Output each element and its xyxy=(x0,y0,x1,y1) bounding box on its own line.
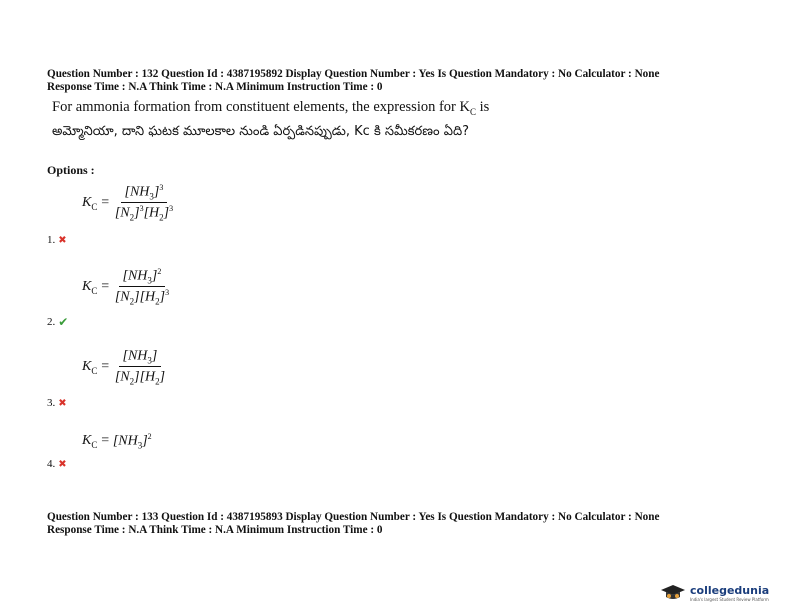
option-4-formula xyxy=(82,432,152,450)
option-number: 2. xyxy=(47,316,56,328)
fraction xyxy=(113,267,171,307)
option-4[interactable] xyxy=(47,458,67,470)
q133-meta-line1: Question Number : 133 Question Id : 4387195893 Display Question Number : Yes Is Question Mandatory : No Calculator : None xyxy=(47,511,660,523)
option-2[interactable] xyxy=(47,315,68,329)
equals-sign: = xyxy=(100,194,110,210)
denominator: $[N_2][H_2]$ xyxy=(114,370,166,387)
fraction xyxy=(113,347,167,387)
cross-icon: ✖ xyxy=(58,397,67,409)
option-1[interactable] xyxy=(47,234,67,246)
logo-name: collegedunia xyxy=(690,584,770,597)
q132-meta-line2: Response Time : N.A Think Time : N.A Minimum Instruction Time : 0 xyxy=(47,81,383,93)
question-text-sub: C xyxy=(470,106,477,117)
q133-meta-line2: Response Time : N.A Think Time : N.A Minimum Instruction Time : 0 xyxy=(47,524,383,536)
collegedunia-logo[interactable] xyxy=(660,584,769,602)
question-text-english xyxy=(52,99,489,117)
kc-symbol: $K_C$ xyxy=(82,358,98,376)
equals-sign: = xyxy=(100,358,110,374)
equals-sign: = xyxy=(100,433,110,449)
denominator: $[N_2]^3[H_2]^3$ xyxy=(114,204,174,223)
question-text-telugu: అమ్మోనియా, దాని ఘటక మూలకాల నుండి ఏర్పడినప్పుడు, Kc కి సమీకరణం ఏది? xyxy=(52,124,470,139)
option-2-formula xyxy=(82,267,171,307)
logo-tagline: India's largest Student Review Platform xyxy=(690,597,769,602)
graduation-cap-icon xyxy=(660,584,686,602)
denominator: $[N_2][H_2]^3$ xyxy=(114,288,170,307)
numerator: $[NH_3]^3$ xyxy=(121,183,168,203)
numerator: $[NH_3]$ xyxy=(119,347,162,367)
kc-symbol: $K_C$ xyxy=(82,278,98,296)
fraction xyxy=(113,183,175,223)
equals-sign: = xyxy=(100,278,110,294)
expression: $[NH_3]^2$ xyxy=(112,432,152,451)
option-3-formula xyxy=(82,347,167,387)
cross-icon: ✖ xyxy=(58,234,67,246)
numerator: $[NH_3]^2$ xyxy=(119,267,166,287)
options-label: Options : xyxy=(47,163,95,177)
question-text-suffix: is xyxy=(476,99,490,115)
check-icon: ✔ xyxy=(58,315,69,329)
option-number: 4. xyxy=(47,458,56,470)
question-text-prefix: For ammonia formation from constituent elements, the expression for K xyxy=(52,99,470,115)
option-3[interactable] xyxy=(47,397,67,409)
kc-symbol: $K_C$ xyxy=(82,432,98,450)
option-1-formula xyxy=(82,183,175,223)
cross-icon: ✖ xyxy=(58,458,67,470)
option-number: 3. xyxy=(47,397,56,409)
kc-symbol: $K_C$ xyxy=(82,194,98,212)
q132-meta-line1: Question Number : 132 Question Id : 4387195892 Display Question Number : Yes Is Question Mandatory : No Calculator : None xyxy=(47,68,660,80)
option-number: 1. xyxy=(47,234,56,246)
